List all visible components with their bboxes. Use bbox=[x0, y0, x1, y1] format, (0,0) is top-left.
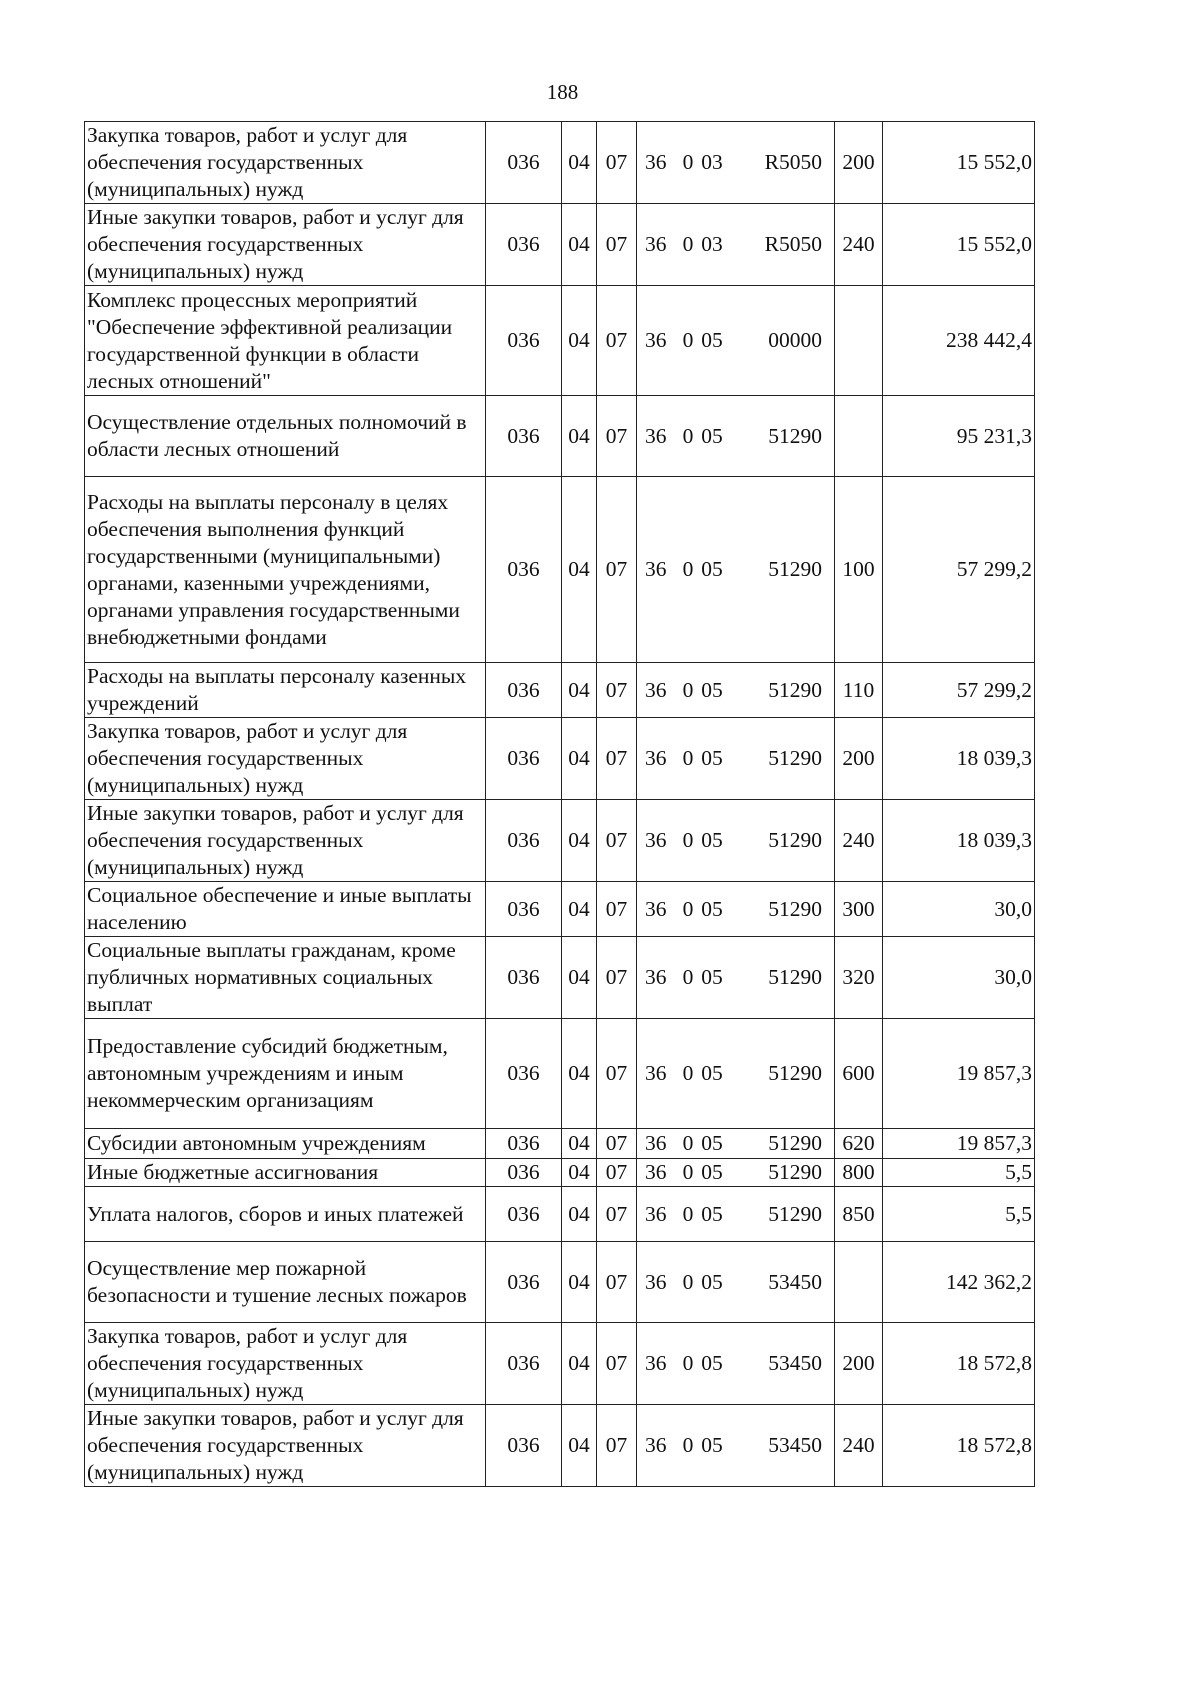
target-article-part: 05 bbox=[701, 828, 723, 852]
target-article-part: 0 bbox=[682, 328, 694, 352]
target-article-code bbox=[639, 1350, 832, 1377]
row-rz: 04 bbox=[562, 1159, 597, 1187]
target-article-part: 51290 bbox=[768, 1201, 822, 1226]
table-row bbox=[85, 1323, 1035, 1405]
row-ved: 036 bbox=[486, 1323, 562, 1405]
target-article-part: 0 bbox=[682, 1131, 694, 1155]
target-article-part: 51290 bbox=[768, 1131, 822, 1155]
table-row bbox=[85, 1019, 1035, 1129]
row-cs bbox=[637, 204, 835, 286]
row-pr: 07 bbox=[597, 1405, 637, 1487]
target-article-part: 0 bbox=[682, 828, 694, 852]
target-article-part: R5050 bbox=[764, 232, 822, 256]
target-article-part: 36 bbox=[645, 1433, 667, 1457]
row-name: Иные закупки товаров, работ и услуг для обеспечения государственных (муниципальных) нужд bbox=[85, 204, 486, 286]
row-sum: 238 442,4 bbox=[883, 286, 1035, 396]
row-pr: 07 bbox=[597, 718, 637, 800]
target-article-part: 51290 bbox=[768, 828, 822, 852]
target-article-part: 51290 bbox=[768, 896, 822, 921]
target-article-part: 05 bbox=[701, 965, 723, 989]
row-name: Иные бюджетные ассигнования bbox=[85, 1159, 486, 1187]
target-article-code bbox=[639, 327, 832, 354]
row-sum: 18 572,8 bbox=[883, 1323, 1035, 1405]
target-article-part: 51290 bbox=[768, 557, 822, 581]
target-article-part: 51290 bbox=[768, 1061, 822, 1085]
budget-table-body bbox=[85, 122, 1035, 1487]
table-row bbox=[85, 663, 1035, 718]
row-name: Комплекс процессных мероприятий "Обеспечение эффективной реализации государственной функции в области лесных отношений" bbox=[85, 286, 486, 396]
table-row bbox=[85, 477, 1035, 663]
row-pr: 07 bbox=[597, 1187, 637, 1242]
row-vr: 240 bbox=[835, 204, 883, 286]
target-article-part: 36 bbox=[645, 1201, 667, 1226]
target-article-part: 0 bbox=[682, 896, 694, 921]
row-name: Иные закупки товаров, работ и услуг для обеспечения государственных (муниципальных) нужд bbox=[85, 800, 486, 882]
target-article-code bbox=[639, 1269, 832, 1296]
target-article-part: 0 bbox=[682, 1269, 694, 1294]
target-article-code bbox=[639, 231, 832, 258]
target-article-part: 36 bbox=[645, 150, 667, 174]
target-article-part: 53450 bbox=[768, 1351, 822, 1375]
target-article-part: 53450 bbox=[768, 1269, 822, 1294]
target-article-part: 0 bbox=[682, 1351, 694, 1375]
target-article-part: 05 bbox=[701, 746, 723, 770]
target-article-part: 05 bbox=[701, 423, 723, 448]
row-name: Закупка товаров, работ и услуг для обеспечения государственных (муниципальных) нужд bbox=[85, 1323, 486, 1405]
target-article-part: 0 bbox=[682, 965, 694, 989]
row-pr: 07 bbox=[597, 396, 637, 477]
target-article-part: 36 bbox=[645, 557, 667, 581]
target-article-part: 05 bbox=[701, 1433, 723, 1457]
row-ved: 036 bbox=[486, 477, 562, 663]
row-sum: 95 231,3 bbox=[883, 396, 1035, 477]
row-vr: 110 bbox=[835, 663, 883, 718]
row-pr: 07 bbox=[597, 800, 637, 882]
target-article-part: 0 bbox=[682, 150, 694, 174]
table-row bbox=[85, 1242, 1035, 1323]
table-row bbox=[85, 286, 1035, 396]
target-article-part: 36 bbox=[645, 828, 667, 852]
row-pr: 07 bbox=[597, 937, 637, 1019]
row-vr: 800 bbox=[835, 1159, 883, 1187]
row-vr: 200 bbox=[835, 718, 883, 800]
target-article-part: 05 bbox=[701, 1131, 723, 1155]
target-article-part: 36 bbox=[645, 1131, 667, 1155]
target-article-code bbox=[639, 827, 832, 854]
row-cs bbox=[637, 800, 835, 882]
target-article-part: 0 bbox=[682, 1201, 694, 1226]
row-cs bbox=[637, 477, 835, 663]
row-vr: 240 bbox=[835, 1405, 883, 1487]
row-name: Уплата налогов, сборов и иных платежей bbox=[85, 1187, 486, 1242]
row-ved: 036 bbox=[486, 1187, 562, 1242]
target-article-part: 51290 bbox=[768, 965, 822, 989]
target-article-code bbox=[639, 1060, 832, 1087]
target-article-code bbox=[639, 1432, 832, 1459]
target-article-code bbox=[639, 1130, 832, 1157]
target-article-code bbox=[639, 1201, 832, 1228]
page-number: 188 bbox=[546, 80, 579, 104]
row-pr: 07 bbox=[597, 204, 637, 286]
row-sum: 5,5 bbox=[883, 1159, 1035, 1187]
target-article-part: 0 bbox=[682, 746, 694, 770]
row-name: Расходы на выплаты персоналу в целях обеспечения выполнения функций государственными (муниципальными) органами, казенными учреждениями, органами управления государственными внебюджетными фондами bbox=[85, 477, 486, 663]
target-article-part: 51290 bbox=[768, 1160, 822, 1184]
row-cs bbox=[637, 1159, 835, 1187]
target-article-part: 00000 bbox=[768, 328, 822, 352]
target-article-part: 36 bbox=[645, 1351, 667, 1375]
row-vr: 320 bbox=[835, 937, 883, 1019]
target-article-code bbox=[639, 556, 832, 583]
row-rz: 04 bbox=[562, 1405, 597, 1487]
target-article-code bbox=[639, 745, 832, 772]
row-vr: 620 bbox=[835, 1129, 883, 1159]
table-row bbox=[85, 396, 1035, 477]
target-article-part: 36 bbox=[645, 328, 667, 352]
row-pr: 07 bbox=[597, 477, 637, 663]
row-rz: 04 bbox=[562, 1323, 597, 1405]
target-article-part: 36 bbox=[645, 423, 667, 448]
target-article-part: 0 bbox=[682, 1433, 694, 1457]
target-article-part: 03 bbox=[701, 150, 723, 174]
row-rz: 04 bbox=[562, 882, 597, 937]
row-cs bbox=[637, 1405, 835, 1487]
row-vr: 300 bbox=[835, 882, 883, 937]
table-row bbox=[85, 122, 1035, 204]
target-article-part: 05 bbox=[701, 1201, 723, 1226]
row-sum: 19 857,3 bbox=[883, 1129, 1035, 1159]
target-article-part: 0 bbox=[682, 232, 694, 256]
target-article-code bbox=[639, 896, 832, 923]
row-rz: 04 bbox=[562, 937, 597, 1019]
target-article-part: 0 bbox=[682, 1160, 694, 1184]
target-article-part: 03 bbox=[701, 232, 723, 256]
row-name: Осуществление мер пожарной безопасности и тушение лесных пожаров bbox=[85, 1242, 486, 1323]
row-name: Социальные выплаты гражданам, кроме публичных нормативных социальных выплат bbox=[85, 937, 486, 1019]
target-article-part: R5050 bbox=[764, 150, 822, 174]
row-cs bbox=[637, 1187, 835, 1242]
row-vr bbox=[835, 286, 883, 396]
target-article-part: 36 bbox=[645, 965, 667, 989]
row-rz: 04 bbox=[562, 396, 597, 477]
row-ved: 036 bbox=[486, 663, 562, 718]
row-ved: 036 bbox=[486, 1405, 562, 1487]
row-name: Закупка товаров, работ и услуг для обеспечения государственных (муниципальных) нужд bbox=[85, 122, 486, 204]
table-row bbox=[85, 718, 1035, 800]
row-sum: 15 552,0 bbox=[883, 122, 1035, 204]
target-article-part: 51290 bbox=[768, 423, 822, 448]
target-article-part: 05 bbox=[701, 1269, 723, 1294]
row-name: Субсидии автономным учреждениям bbox=[85, 1129, 486, 1159]
row-vr bbox=[835, 1242, 883, 1323]
row-ved: 036 bbox=[486, 1159, 562, 1187]
row-name: Расходы на выплаты персоналу казенных учреждений bbox=[85, 663, 486, 718]
row-rz: 04 bbox=[562, 663, 597, 718]
row-pr: 07 bbox=[597, 1019, 637, 1129]
row-pr: 07 bbox=[597, 122, 637, 204]
row-cs bbox=[637, 1129, 835, 1159]
row-sum: 142 362,2 bbox=[883, 1242, 1035, 1323]
table-row bbox=[85, 800, 1035, 882]
row-rz: 04 bbox=[562, 1129, 597, 1159]
row-name: Закупка товаров, работ и услуг для обеспечения государственных (муниципальных) нужд bbox=[85, 718, 486, 800]
row-cs bbox=[637, 882, 835, 937]
row-ved: 036 bbox=[486, 396, 562, 477]
row-cs bbox=[637, 396, 835, 477]
target-article-part: 05 bbox=[701, 328, 723, 352]
row-pr: 07 bbox=[597, 882, 637, 937]
row-ved: 036 bbox=[486, 800, 562, 882]
target-article-part: 0 bbox=[682, 677, 694, 702]
row-pr: 07 bbox=[597, 1159, 637, 1187]
row-ved: 036 bbox=[486, 937, 562, 1019]
table-row bbox=[85, 1405, 1035, 1487]
row-vr: 850 bbox=[835, 1187, 883, 1242]
row-sum: 5,5 bbox=[883, 1187, 1035, 1242]
row-vr: 200 bbox=[835, 1323, 883, 1405]
row-sum: 30,0 bbox=[883, 882, 1035, 937]
target-article-part: 36 bbox=[645, 896, 667, 921]
target-article-part: 36 bbox=[645, 1269, 667, 1294]
row-ved: 036 bbox=[486, 1242, 562, 1323]
row-sum: 19 857,3 bbox=[883, 1019, 1035, 1129]
table-row bbox=[85, 1187, 1035, 1242]
target-article-part: 51290 bbox=[768, 677, 822, 702]
target-article-code bbox=[639, 149, 832, 176]
target-article-part: 36 bbox=[645, 746, 667, 770]
row-cs bbox=[637, 122, 835, 204]
row-name: Иные закупки товаров, работ и услуг для обеспечения государственных (муниципальных) нужд bbox=[85, 1405, 486, 1487]
row-ved: 036 bbox=[486, 122, 562, 204]
row-vr: 100 bbox=[835, 477, 883, 663]
row-pr: 07 bbox=[597, 1129, 637, 1159]
row-ved: 036 bbox=[486, 718, 562, 800]
target-article-code bbox=[639, 677, 832, 704]
target-article-part: 36 bbox=[645, 1061, 667, 1085]
row-rz: 04 bbox=[562, 122, 597, 204]
row-sum: 30,0 bbox=[883, 937, 1035, 1019]
target-article-part: 05 bbox=[701, 677, 723, 702]
target-article-part: 05 bbox=[701, 896, 723, 921]
target-article-code bbox=[639, 1159, 832, 1186]
row-cs bbox=[637, 718, 835, 800]
target-article-part: 05 bbox=[701, 1160, 723, 1184]
row-vr: 600 bbox=[835, 1019, 883, 1129]
row-sum: 57 299,2 bbox=[883, 663, 1035, 718]
target-article-part: 53450 bbox=[768, 1433, 822, 1457]
target-article-part: 36 bbox=[645, 232, 667, 256]
table-row bbox=[85, 882, 1035, 937]
table-row bbox=[85, 937, 1035, 1019]
row-rz: 04 bbox=[562, 800, 597, 882]
row-rz: 04 bbox=[562, 286, 597, 396]
row-sum: 15 552,0 bbox=[883, 204, 1035, 286]
target-article-code bbox=[639, 964, 832, 991]
row-rz: 04 bbox=[562, 718, 597, 800]
row-cs bbox=[637, 1019, 835, 1129]
row-vr: 200 bbox=[835, 122, 883, 204]
row-vr bbox=[835, 396, 883, 477]
target-article-part: 05 bbox=[701, 557, 723, 581]
row-cs bbox=[637, 286, 835, 396]
target-article-part: 36 bbox=[645, 1160, 667, 1184]
row-rz: 04 bbox=[562, 1187, 597, 1242]
row-ved: 036 bbox=[486, 1129, 562, 1159]
row-cs bbox=[637, 937, 835, 1019]
row-pr: 07 bbox=[597, 286, 637, 396]
row-sum: 18 572,8 bbox=[883, 1405, 1035, 1487]
target-article-part: 0 bbox=[682, 557, 694, 581]
target-article-part: 0 bbox=[682, 423, 694, 448]
row-name: Осуществление отдельных полномочий в области лесных отношений bbox=[85, 396, 486, 477]
row-rz: 04 bbox=[562, 477, 597, 663]
table-row bbox=[85, 1129, 1035, 1159]
table-row bbox=[85, 1159, 1035, 1187]
row-pr: 07 bbox=[597, 1323, 637, 1405]
row-name: Социальное обеспечение и иные выплаты населению bbox=[85, 882, 486, 937]
row-sum: 18 039,3 bbox=[883, 718, 1035, 800]
target-article-part: 36 bbox=[645, 677, 667, 702]
row-rz: 04 bbox=[562, 1019, 597, 1129]
row-name: Предоставление субсидий бюджетным, автономным учреждениям и иным некоммерческим организациям bbox=[85, 1019, 486, 1129]
target-article-part: 51290 bbox=[768, 746, 822, 770]
row-cs bbox=[637, 1323, 835, 1405]
row-pr: 07 bbox=[597, 1242, 637, 1323]
row-sum: 18 039,3 bbox=[883, 800, 1035, 882]
row-ved: 036 bbox=[486, 1019, 562, 1129]
row-cs bbox=[637, 663, 835, 718]
row-rz: 04 bbox=[562, 204, 597, 286]
table-row bbox=[85, 204, 1035, 286]
row-ved: 036 bbox=[486, 204, 562, 286]
row-vr: 240 bbox=[835, 800, 883, 882]
budget-table bbox=[84, 121, 1035, 1487]
row-sum: 57 299,2 bbox=[883, 477, 1035, 663]
row-rz: 04 bbox=[562, 1242, 597, 1323]
target-article-part: 05 bbox=[701, 1061, 723, 1085]
row-cs bbox=[637, 1242, 835, 1323]
row-pr: 07 bbox=[597, 663, 637, 718]
target-article-part: 0 bbox=[682, 1061, 694, 1085]
row-ved: 036 bbox=[486, 286, 562, 396]
row-ved: 036 bbox=[486, 882, 562, 937]
target-article-part: 05 bbox=[701, 1351, 723, 1375]
target-article-code bbox=[639, 423, 832, 450]
